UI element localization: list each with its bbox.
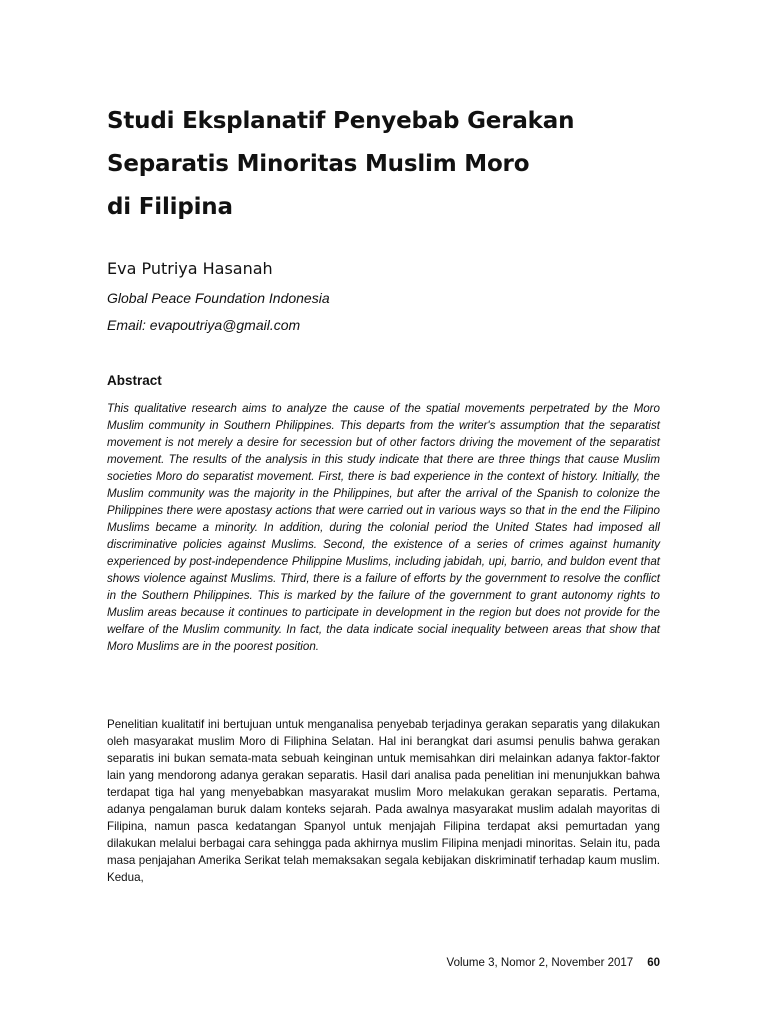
title-line-3: di Filipina [107,194,233,220]
title-line-2: Separatis Minoritas Muslim Moro [107,151,530,177]
page-number: 60 [647,957,660,969]
abstract-heading: Abstract [107,373,162,388]
footer-volume: Volume 3, Nomor 2, November 2017 [446,957,634,969]
abstract-indonesian: Penelitian kualitatif ini bertujuan untuk menganalisa penyebab terjadinya gerakan separatis yang dilakukan oleh masyarakat muslim Moro di Filiphina Selatan. Hal ini berangkat dari asumsi penulis bahwa gerakan separatis ini bukan semata-mata sebuah keinginan untuk memisahkan diri melainkan adanya faktor-faktor lain yang mendorong adanya gerakan separatis. Hasil dari analisa pada penelitian ini menunjukkan bahwa terdapat tiga hal yang menyebabkan masyarakat muslim Moro melakukan gerakan separatis. Pertama, adanya pengalaman buruk dalam konteks sejarah. Pada awalnya masyarakat muslim adalah mayoritas di Filipina, namun pasca kedatangan Spanyol untuk menjajah Filipina terdapat aksi pemurtadan yang dilakukan melalui berbagai cara sehingga pada akhirnya muslim Filipina menjadi minoritas. Selain itu, pada masa penjajahan Amerika Serikat telah memaksakan segala kebijakan diskriminatif terhadap kaum muslim. Kedua, [107,718,660,884]
author-name: Eva Putriya Hasanah [107,259,273,278]
author-email: Email: evapoutriya@gmail.com [107,317,301,333]
page-footer [447,957,660,969]
abstract-english: This qualitative research aims to analyze the cause of the spatial movements perpetrated by the Moro Muslim community in Southern Philippines. This departs from the writer's assumption that the separatist movement is not merely a desire for secession but of other factors driving the movement of the separatist movement. The results of the analysis in this study indicate that there are three things that cause Muslim societies Moro do separatist movement. First, there is bad experience in the context of history. Initially, the Muslim community was the majority in the Philippines, but after the arrival of the Spanish to colonize the Philippines there were apostasy actions that were carried out in various ways so that in the end the Filipino Muslims became a minority. In addition, during the colonial period the United States had imposed all discriminative policies against Muslims. Second, the existence of a series of crimes against humanity experienced by post-independence Philippine Muslims, including jabidah, upi, barrio, and buldon event that shows violence against Muslims. Third, there is a failure of efforts by the government to resolve the conflict in the Southern Philippines. This is marked by the failure of the government to grant autonomy rights to Muslim areas because it continues to participate in development in the region but does not provide for the welfare of the Muslim community. In fact, the data indicate social inequality between areas that show that Moro Muslims are in the poorest position. [107,402,660,653]
article-title [107,100,667,229]
author-affiliation: Global Peace Foundation Indonesia [107,290,330,306]
title-line-1: Studi Eksplanatif Penyebab Gerakan [107,108,575,134]
